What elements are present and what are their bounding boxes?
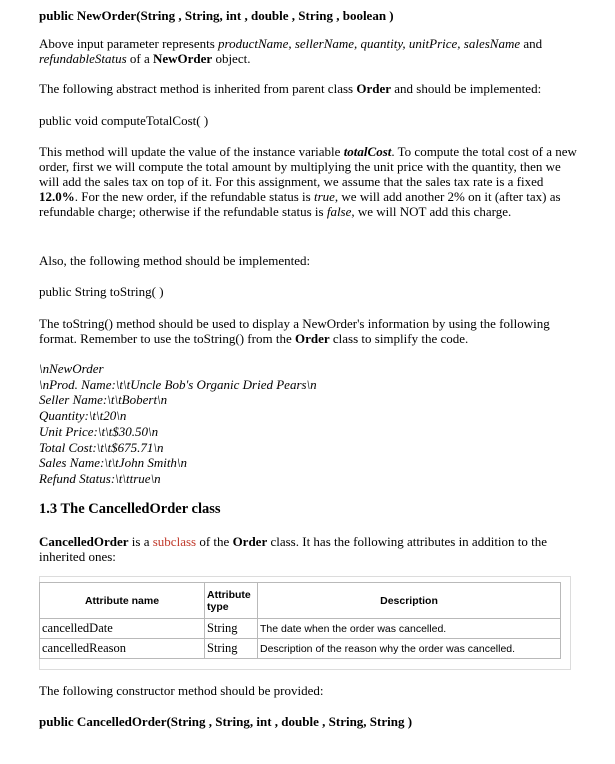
- constructor-description: Above input parameter represents productName, sellerName, quantity, unitPrice, salesName and refundableStatus of a NewOrder object.: [39, 36, 543, 66]
- cancelled-order-description: CancelledOrder is a subclass of the Order class. It has the following attributes in addition to the inherited ones:: [39, 534, 548, 564]
- format-line: \nProd. Name:\t\tUncle Bob's Organic Dried Pears\n: [39, 376, 317, 392]
- section-title: 1.3 The CancelledOrder class: [39, 501, 221, 517]
- constructor-intro: The following constructor method should be provided:: [39, 683, 324, 698]
- format-line: \nNewOrder: [39, 361, 104, 376]
- header-description: Description: [258, 583, 561, 619]
- tostring-format-example: [39, 361, 579, 487]
- table-row: [40, 619, 561, 639]
- format-line: Quantity:\t\t20\n: [39, 408, 127, 424]
- cell-attribute-name: cancelledDate: [40, 619, 205, 639]
- cell-attribute-type: String: [205, 639, 258, 659]
- abstract-method-intro: The following abstract method is inherited from parent class Order and should be implemented:: [39, 81, 542, 96]
- header-attribute-name: Attribute name: [40, 583, 205, 619]
- format-line: Refund Status:\t\ttrue\n: [39, 470, 161, 486]
- cell-description: Description of the reason why the order was cancelled.: [258, 639, 561, 659]
- format-line: Sales Name:\t\tJohn Smith\n: [39, 455, 188, 471]
- attributes-table: [39, 582, 561, 659]
- newororder-constructor-signature: public NewOrder(String , String, int , double , String , boolean ): [39, 8, 394, 23]
- table-row: [40, 639, 561, 659]
- format-line: Seller Name:\t\tBobert\n: [39, 392, 168, 408]
- cell-attribute-name: cancelledReason: [40, 639, 205, 659]
- cell-description: The date when the order was cancelled.: [258, 619, 561, 639]
- also-intro: Also, the following method should be implemented:: [39, 253, 311, 268]
- compute-total-cost-description: This method will update the value of the instance variable totalCost. To compute the total cost of a new order, first we will compute the total amount by multiplying the unit price with the quantity, then we will add the sales tax on top of it. For this assignment, we assume that the sales tax rate is a fixed 12.0%. For the new order, if the refundable status is true, we will add another 2% on it (after tax) as refundable charge; otherwise if the refundable status is false, we will NOT add this charge.: [39, 144, 577, 219]
- format-line: Total Cost:\t\t$675.71\n: [39, 439, 164, 455]
- tostring-description: The toString() method should be used to display a NewOrder's information by using the following format. Remember to use the toString() from the Order class to simplify the code.: [39, 316, 550, 346]
- format-line: Unit Price:\t\t$30.50\n: [39, 423, 159, 439]
- compute-total-cost-signature: public void computeTotalCost( ): [39, 113, 209, 128]
- cancelled-order-constructor-signature: public CancelledOrder(String , String, int , double , String, String ): [39, 714, 413, 729]
- tostring-signature: public String toString( ): [39, 284, 164, 299]
- header-attribute-type: Attribute type: [205, 583, 258, 619]
- cell-attribute-type: String: [205, 619, 258, 639]
